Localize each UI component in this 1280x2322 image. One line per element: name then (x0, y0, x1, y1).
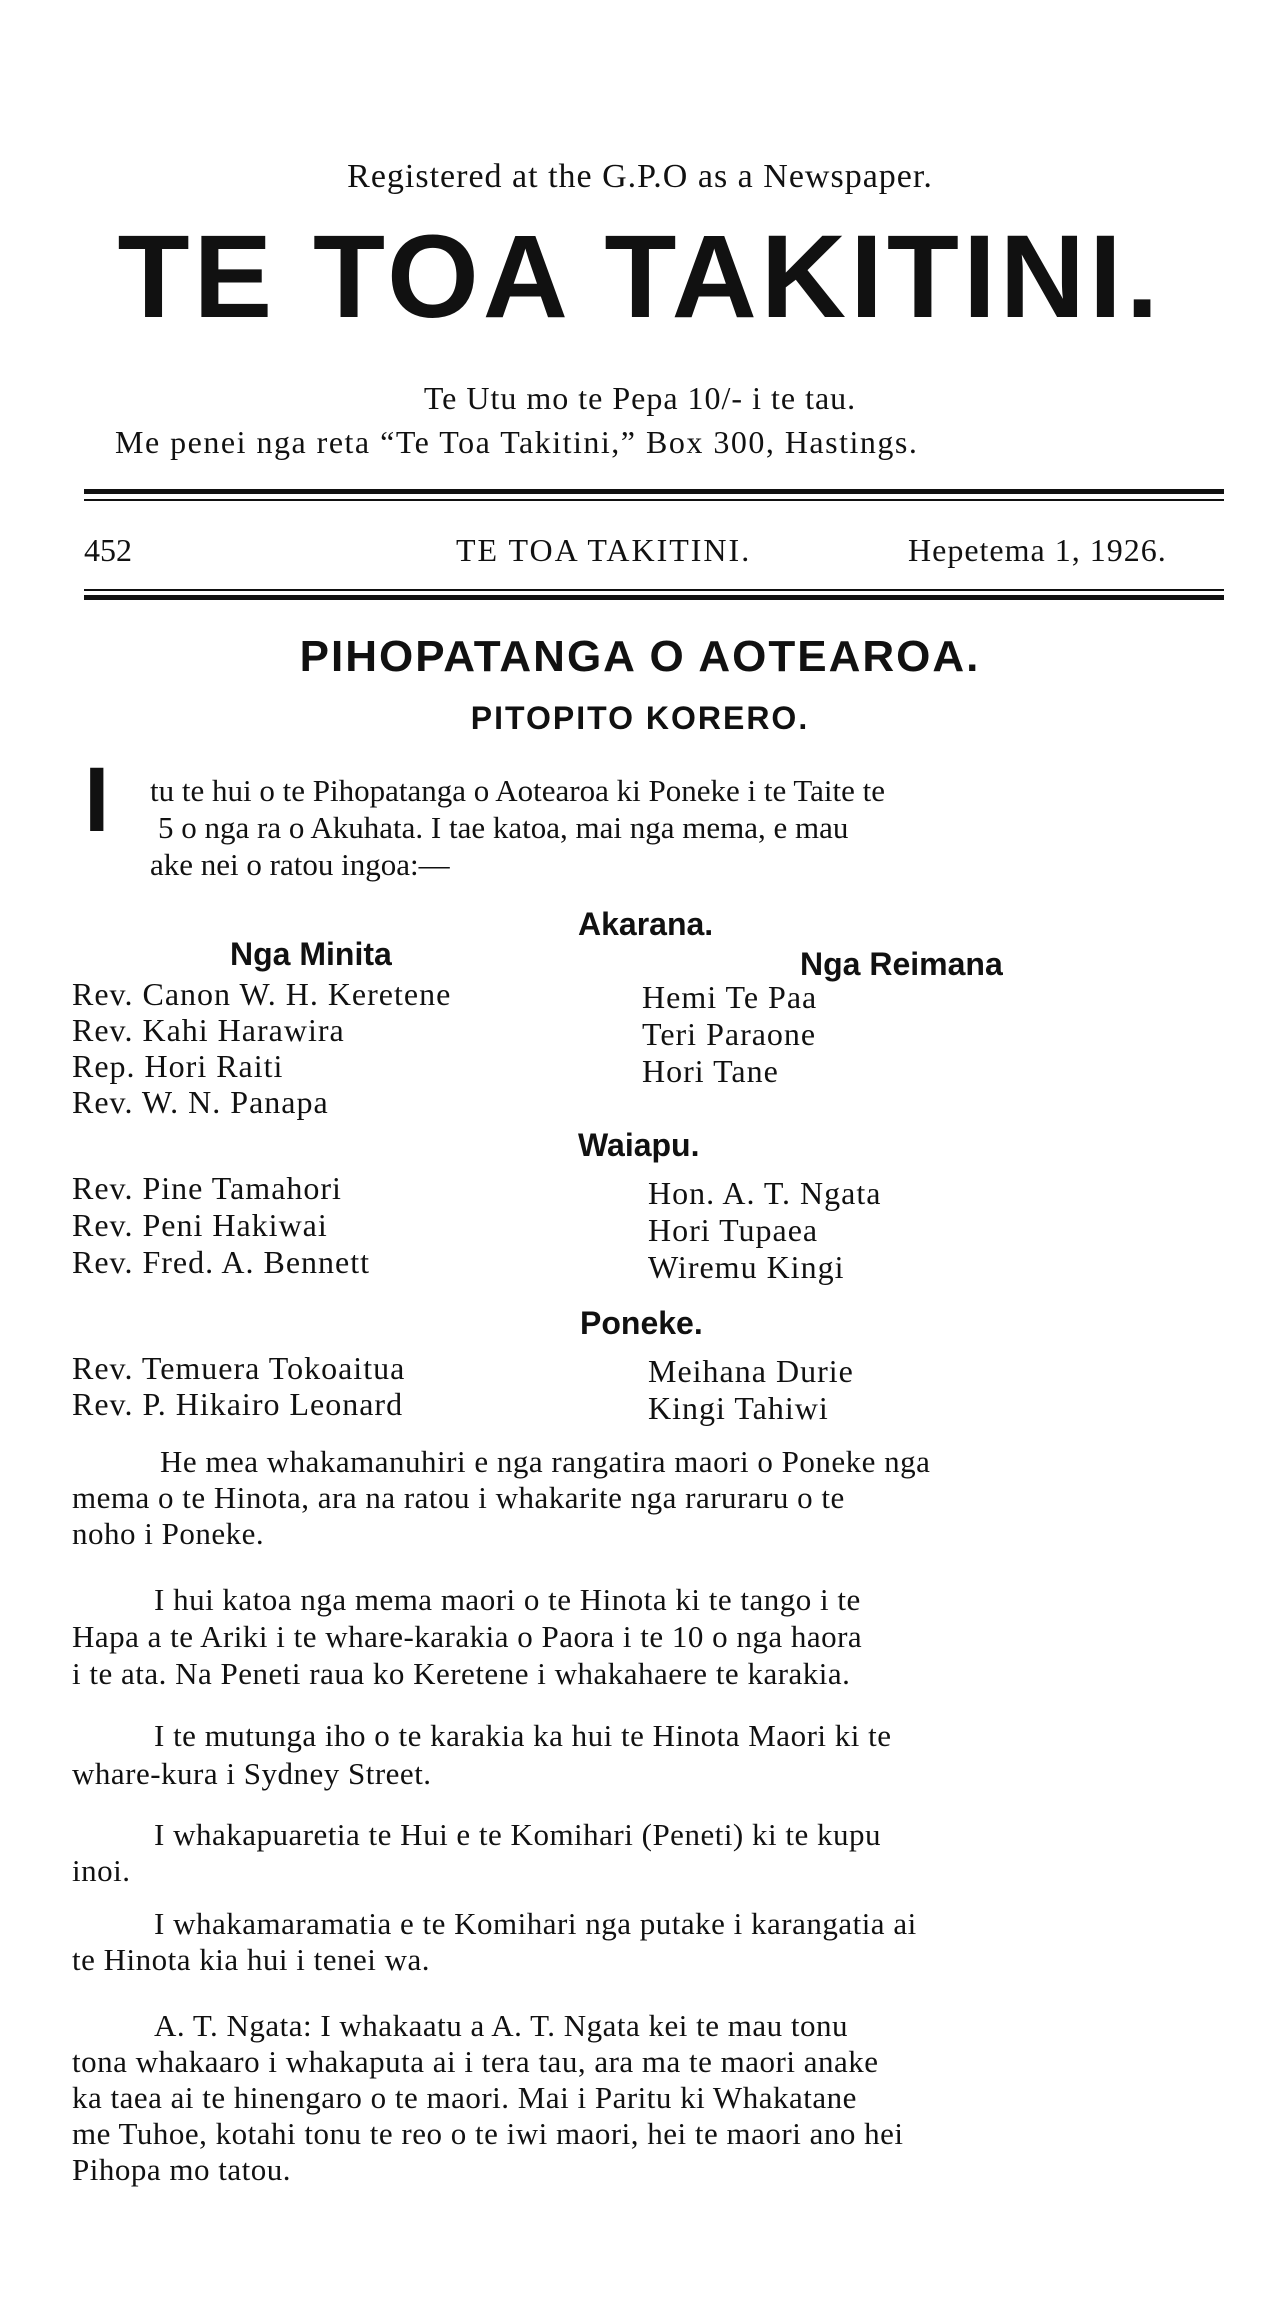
minister-name: Rep. Hori Raiti (72, 1048, 284, 1084)
layman-name: Teri Paraone (642, 1016, 817, 1052)
top-rule-thin (84, 499, 1224, 501)
column-heading-ministers: Nga Minita (230, 936, 392, 972)
paragraph-line: me Tuhoe, kotahi tonu te reo o te iwi maori, hei te maori ano hei (72, 2116, 904, 2151)
issue-date: Hepetema 1, 1926. (908, 532, 1167, 568)
intro-line: 5 o nga ra o Akuhata. I tae katoa, mai nga mema, e mau (158, 810, 849, 845)
minister-name: Rev. Pine Tamahori (72, 1170, 342, 1206)
paragraph-line: Pihopa mo tatou. (72, 2152, 291, 2187)
paragraph-line: tona whakaaro i whakaputa ai i tera tau, ara ma te maori anake (72, 2044, 879, 2079)
layman-name: Kingi Tahiwi (648, 1390, 829, 1426)
minister-name: Rev. Canon W. H. Keretene (72, 976, 452, 1012)
running-title: TE TOA TAKITINI. (456, 532, 752, 568)
paragraph-line: mema o te Hinota, ara na ratou i whakarite nga raruraru o te (72, 1480, 845, 1515)
paragraph-line: whare-kura i Sydney Street. (72, 1756, 432, 1791)
minister-name: Rev. Kahi Harawira (72, 1012, 345, 1048)
layman-name: Meihana Durie (648, 1353, 854, 1389)
intro-line: ake nei o ratou ingoa:— (150, 847, 450, 882)
drop-cap: I (84, 749, 110, 851)
paragraph-line: te Hinota kia hui i tenei wa. (72, 1942, 430, 1977)
paragraph-line: He mea whakamanuhiri e nga rangatira maori o Poneke nga (160, 1444, 931, 1479)
layman-name: Hori Tane (642, 1053, 779, 1089)
column-heading-laymen: Nga Reimana (800, 946, 1003, 982)
paragraph-line: Hapa a te Ariki i te whare-karakia o Paora i te 10 o nga haora (72, 1619, 863, 1654)
paragraph-line: i te ata. Na Peneti raua ko Keretene i whakahaere te karakia. (72, 1656, 851, 1691)
minister-name: Rev. Peni Hakiwai (72, 1207, 328, 1243)
section-heading-akarana: Akarana. (578, 906, 714, 942)
minister-name: Rev. W. N. Panapa (72, 1084, 329, 1120)
layman-name: Wiremu Kingi (648, 1249, 845, 1285)
minister-name: Rev. P. Hikairo Leonard (72, 1386, 404, 1422)
section-heading-poneke: Poneke. (580, 1305, 703, 1341)
article-headline: PIHOPATANGA O AOTEAROA. (299, 632, 981, 681)
registration-notice: Registered at the G.P.O as a Newspaper. (347, 158, 933, 195)
paragraph-line: A. T. Ngata: I whakaatu a A. T. Ngata kei te mau tonu (154, 2008, 848, 2043)
minister-name: Rev. Fred. A. Bennett (72, 1244, 370, 1280)
paragraph-line: I hui katoa nga mema maori o te Hinota ki te tango i te (154, 1582, 861, 1617)
layman-name: Hemi Te Paa (642, 979, 818, 1015)
paragraph-line: noho i Poneke. (72, 1516, 265, 1551)
paragraph-line: ka taea ai te hinengaro o te maori. Mai i Paritu ki Whakatane (72, 2080, 857, 2115)
postal-address: Me penei nga reta “Te Toa Takitini,” Box 300, Hastings. (115, 424, 919, 460)
layman-name: Hon. A. T. Ngata (648, 1175, 882, 1211)
paragraph-line: inoi. (72, 1853, 131, 1888)
paragraph-line: I whakapuaretia te Hui e te Komihari (Peneti) ki te kupu (154, 1817, 881, 1852)
layman-name: Hori Tupaea (648, 1212, 819, 1248)
newspaper-masthead: TE TOA TAKITINI. (117, 211, 1163, 343)
page-number: 452 (84, 532, 132, 568)
paragraph-line: I te mutunga iho o te karakia ka hui te Hinota Maori ki te (154, 1718, 892, 1753)
article-subhead: PITOPITO KORERO. (470, 700, 810, 736)
top-rule-thick (84, 489, 1224, 494)
subscription-price: Te Utu mo te Pepa 10/- i te tau. (423, 380, 857, 416)
section-heading-waiapu: Waiapu. (578, 1127, 700, 1163)
paragraph-line: I whakamaramatia e te Komihari nga putake i karangatia ai (154, 1906, 917, 1941)
header-rule-thin (84, 589, 1224, 591)
intro-line: tu te hui o te Pihopatanga o Aotearoa ki Poneke i te Taite te (150, 773, 886, 808)
minister-name: Rev. Temuera Tokoaitua (72, 1350, 406, 1386)
header-rule-thick (84, 595, 1224, 600)
